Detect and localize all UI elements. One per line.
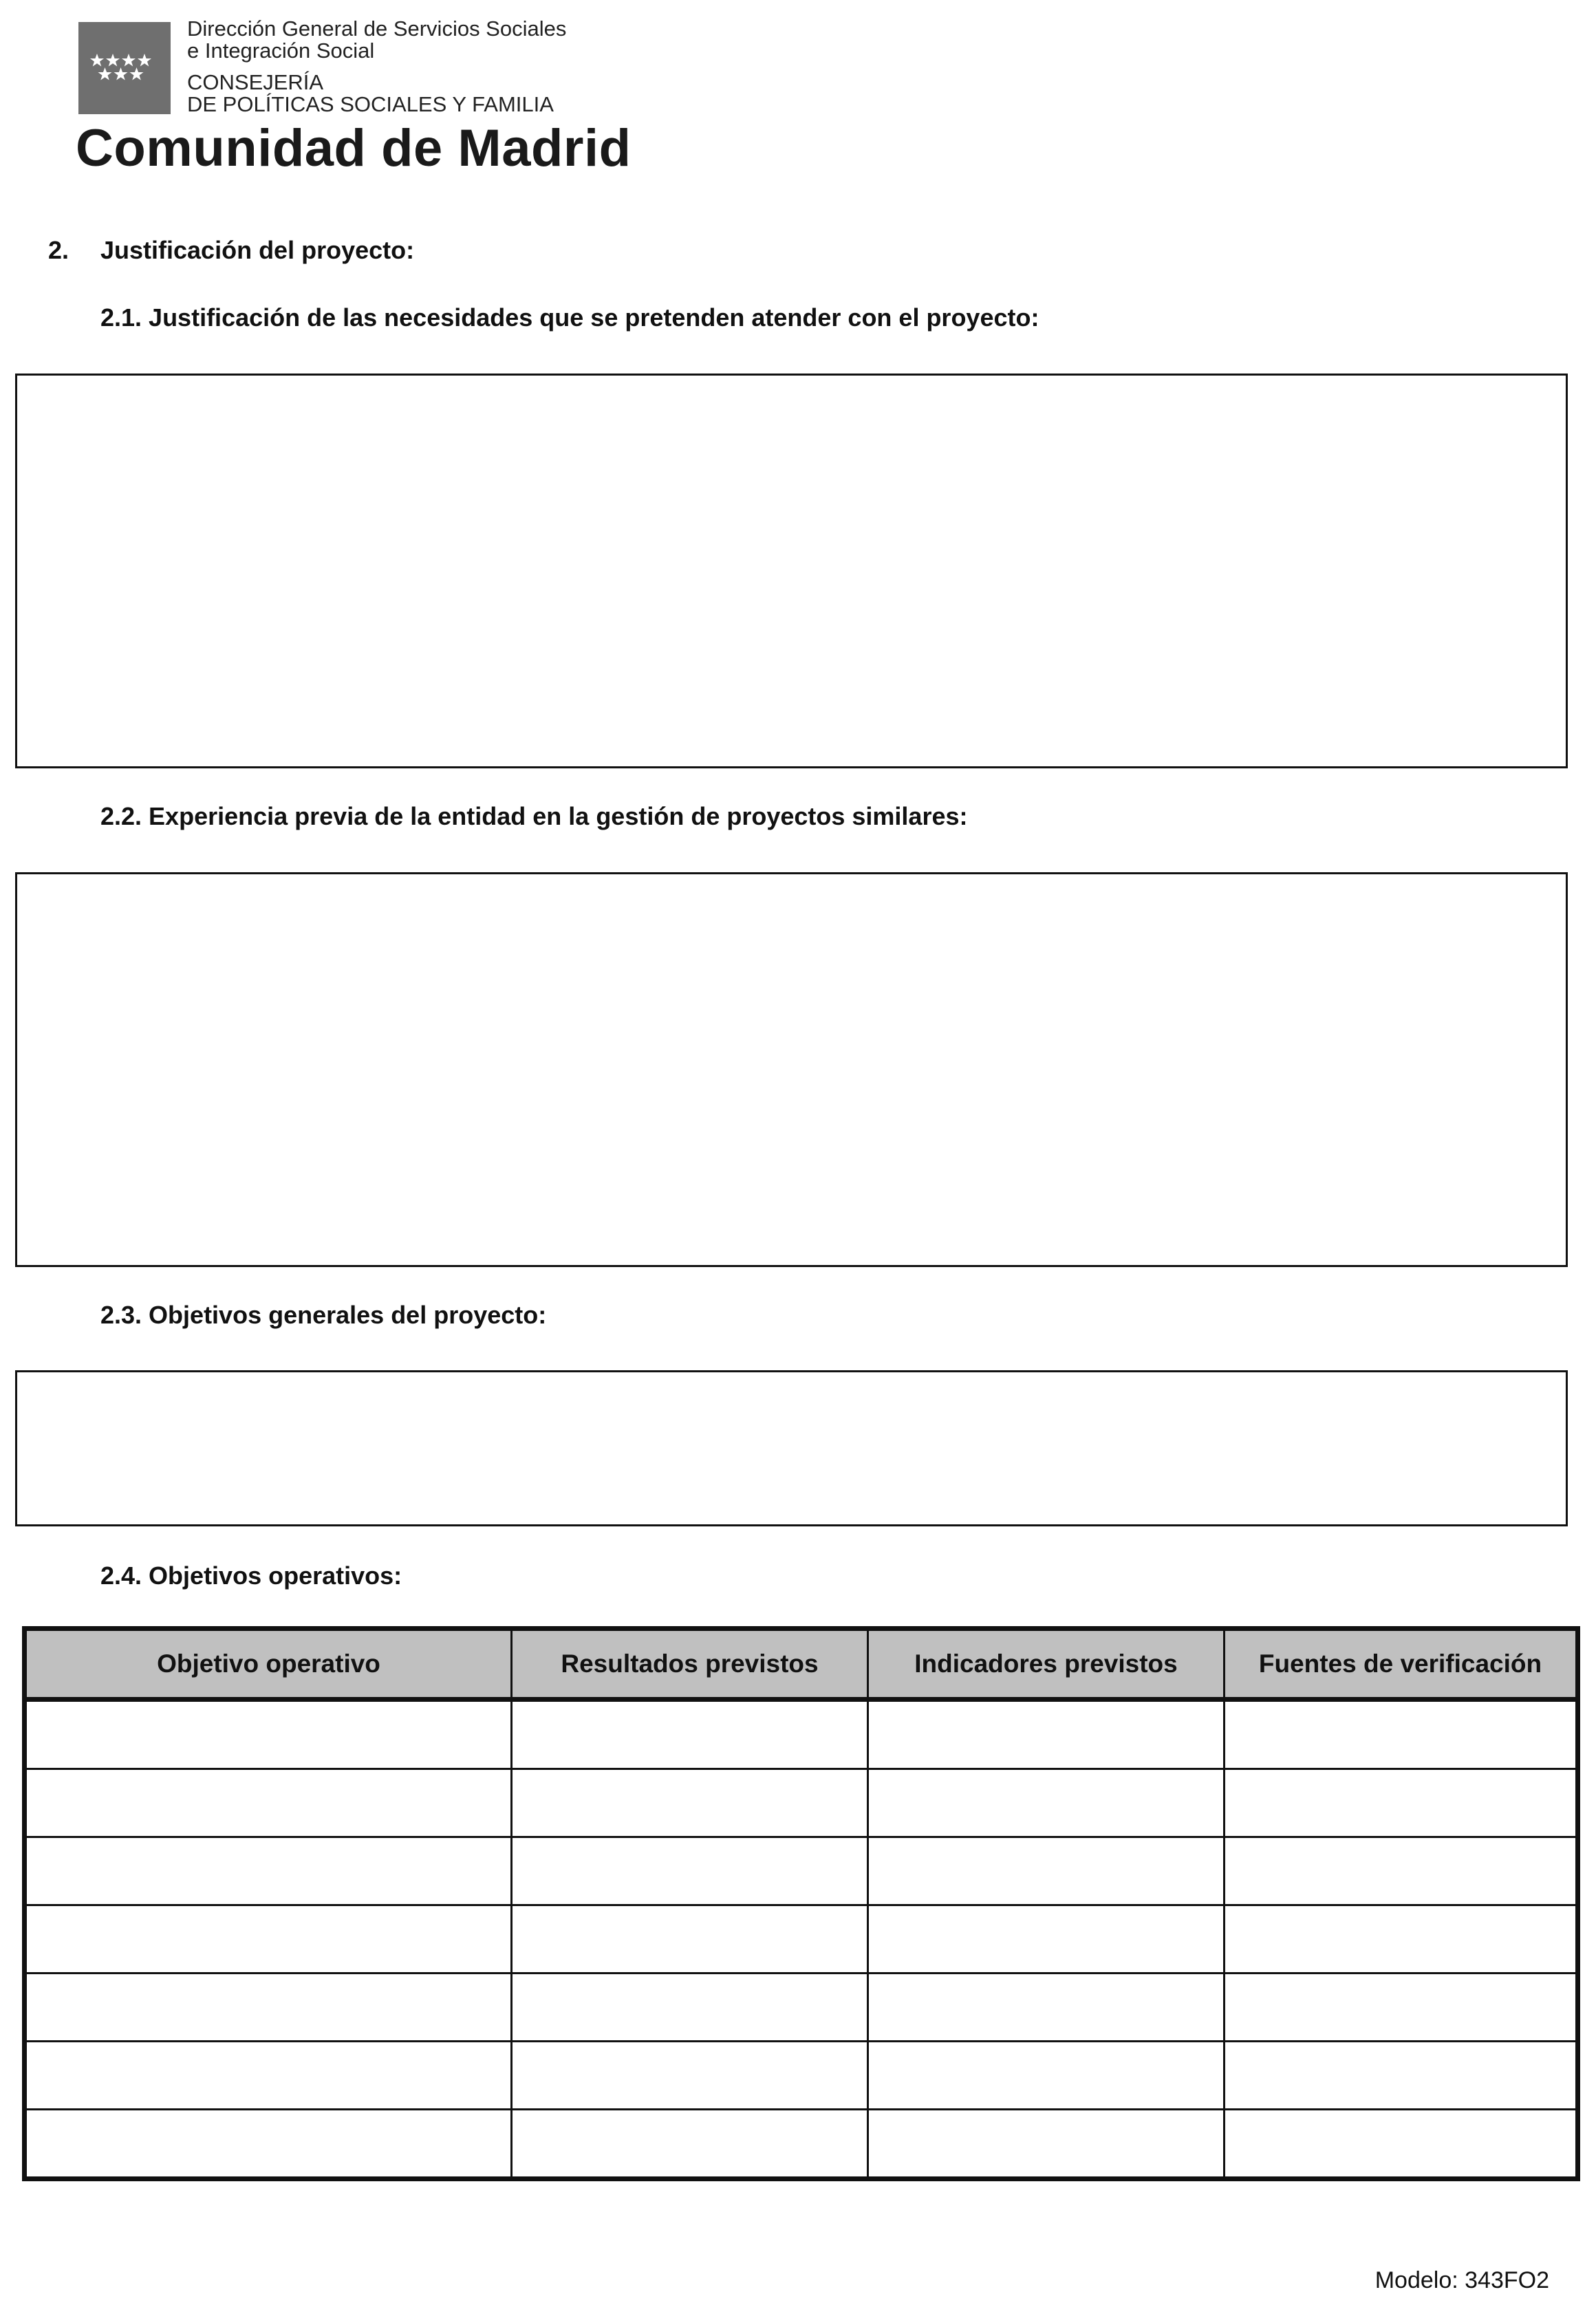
table-cell[interactable] [512, 1769, 868, 1837]
subsection-2-2-title: 2.2. Experiencia previa de la entidad en la gestión de proyectos similares: [100, 802, 968, 830]
table-cell[interactable] [512, 1700, 868, 1769]
table-row [25, 1905, 1578, 1974]
table-cell[interactable] [25, 1905, 512, 1974]
subsection-2-3-title: 2.3. Objetivos generales del proyecto: [100, 1301, 547, 1329]
madrid-stars-flag-icon [78, 22, 171, 114]
subsection-2-4-title: 2.4. Objetivos operativos: [100, 1561, 402, 1590]
table-cell[interactable] [868, 1700, 1225, 1769]
org-line-3: CONSEJERÍA [187, 70, 324, 94]
table-row [25, 1769, 1578, 1837]
objetivos-operativos-table [22, 1626, 1580, 2181]
table-cell[interactable] [512, 1974, 868, 2042]
table-cell[interactable] [1225, 1974, 1578, 2042]
table-row [25, 2110, 1578, 2179]
table-row [25, 1700, 1578, 1769]
table-cell[interactable] [512, 2042, 868, 2110]
section-number: 2. [48, 236, 69, 264]
header-indicadores-previstos: Indicadores previstos [868, 1629, 1225, 1700]
table-row [25, 1974, 1578, 2042]
brand-title: Comunidad de Madrid [76, 119, 632, 177]
table-cell[interactable] [868, 2042, 1225, 2110]
table-cell[interactable] [1225, 1905, 1578, 1974]
org-name [187, 18, 566, 116]
table-cell[interactable] [512, 1837, 868, 1905]
table-cell[interactable] [868, 1974, 1225, 2042]
table-cell[interactable] [1225, 2110, 1578, 2179]
stars-icon [78, 22, 171, 114]
table-cell[interactable] [25, 1837, 512, 1905]
header-resultados-previstos: Resultados previstos [512, 1629, 868, 1700]
table-cell[interactable] [868, 1837, 1225, 1905]
table-cell[interactable] [868, 1769, 1225, 1837]
necesidades-field[interactable] [15, 374, 1568, 768]
section-title: Justificación del proyecto: [100, 236, 415, 264]
table-row [25, 2042, 1578, 2110]
org-line-2: e Integración Social [187, 39, 375, 63]
table-row [25, 1837, 1578, 1905]
header-objetivo-operativo: Objetivo operativo [25, 1629, 512, 1700]
table-cell[interactable] [1225, 1700, 1578, 1769]
table-header-row [25, 1629, 1578, 1700]
experiencia-field[interactable] [15, 872, 1568, 1267]
header-fuentes-verificacion: Fuentes de verificación [1225, 1629, 1578, 1700]
table-cell[interactable] [25, 2042, 512, 2110]
table-cell[interactable] [1225, 1769, 1578, 1837]
table-cell[interactable] [25, 1700, 512, 1769]
table-cell[interactable] [512, 2110, 868, 2179]
table-cell[interactable] [512, 1905, 868, 1974]
table-cell[interactable] [1225, 2042, 1578, 2110]
org-line-1: Dirección General de Servicios Sociales [187, 17, 567, 41]
table-cell[interactable] [868, 1905, 1225, 1974]
table-cell[interactable] [25, 2110, 512, 2179]
table-cell[interactable] [1225, 1837, 1578, 1905]
table-cell[interactable] [868, 2110, 1225, 2179]
model-code: Modelo: 343FO2 [1374, 2267, 1549, 2293]
objetivos-generales-field[interactable] [15, 1370, 1568, 1526]
table-cell[interactable] [25, 1974, 512, 2042]
subsection-2-1-title: 2.1. Justificación de las necesidades que se pretenden atender con el proyecto: [100, 303, 1039, 332]
org-line-4: DE POLÍTICAS SOCIALES Y FAMILIA [187, 92, 554, 116]
table-cell[interactable] [25, 1769, 512, 1837]
